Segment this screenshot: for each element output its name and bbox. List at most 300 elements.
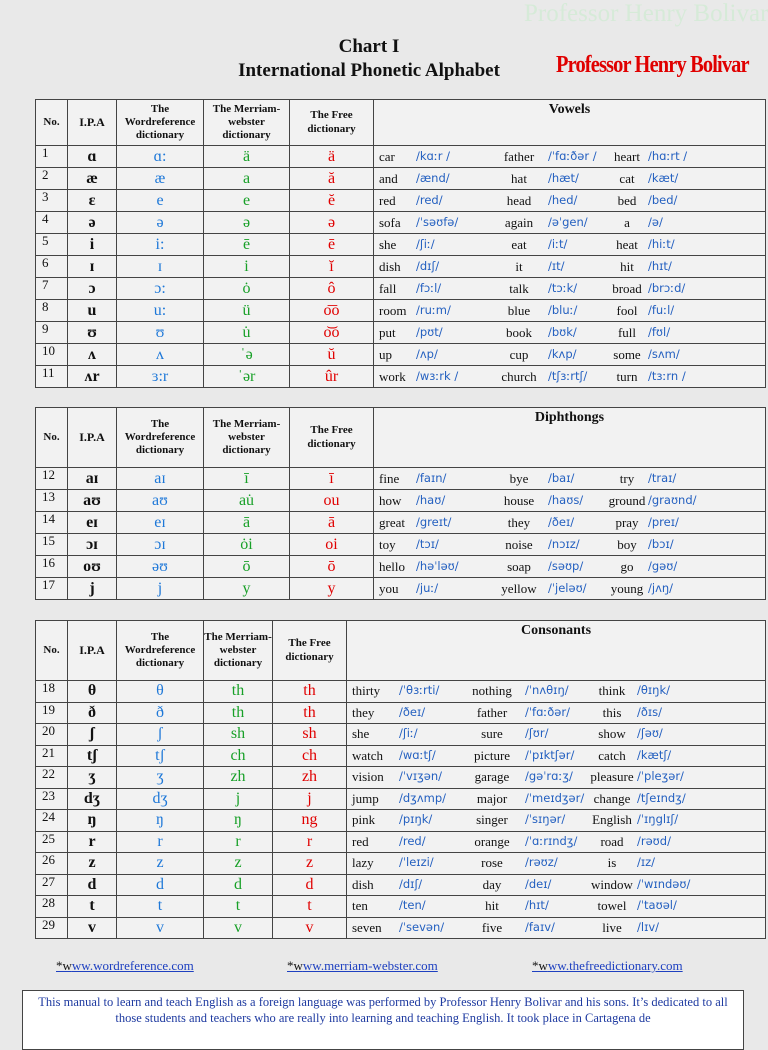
- table-row: [36, 810, 766, 832]
- example-word: pink: [352, 812, 376, 828]
- merriam-webster-symbol: ä: [204, 146, 290, 168]
- free-dictionary-symbol: zh: [273, 767, 347, 789]
- merriam-webster-symbol: ch: [204, 745, 273, 767]
- example-word: live: [602, 919, 622, 935]
- example-word: car: [379, 148, 395, 164]
- wordreference-symbol: i:: [117, 234, 204, 256]
- example-word: try: [619, 470, 635, 486]
- example-transcription: /ʃiː/: [399, 726, 418, 741]
- example-word: dish: [379, 258, 401, 274]
- merriam-webster-symbol: ˈə: [204, 344, 290, 366]
- table-row: [36, 724, 766, 746]
- example-transcription: /ðeɪ/: [399, 704, 426, 719]
- free-dictionary-symbol: ĭ: [290, 256, 374, 278]
- col-header-no: No.: [36, 100, 68, 146]
- row-number: 21: [36, 745, 68, 767]
- free-dictionary-symbol: ch: [273, 745, 347, 767]
- ipa-symbol: ɛ: [68, 190, 117, 212]
- ipa-symbol: j: [68, 578, 117, 600]
- ipa-symbol: t: [68, 896, 117, 918]
- example-transcription: /preɪ/: [648, 514, 679, 529]
- free-dictionary-symbol: ŭ: [290, 344, 374, 366]
- example-transcription: /kætʃ/: [637, 747, 672, 762]
- ipa-symbol: r: [68, 831, 117, 853]
- example-transcription: /ɪt/: [548, 258, 565, 273]
- footer-note: This manual to learn and teach English as a foreign language was performed by Professor Henry Bolivar and his sons. It’s dedicated to all those students and teachers who are really into learning and teaching English. It took place in Cartagena de: [22, 990, 744, 1050]
- merriam-webster-symbol: y: [204, 578, 290, 600]
- examples-cell: [374, 278, 766, 300]
- example-transcription: /ə/: [648, 214, 663, 229]
- ipa-symbol: aʊ: [68, 490, 117, 512]
- example-transcription: /əˈgen/: [548, 214, 588, 229]
- col-header-free-dictionary: The Free dictionary: [290, 100, 374, 146]
- free-dictionary-symbol: ē: [290, 234, 374, 256]
- example-transcription: /deɪ/: [525, 876, 552, 891]
- table-row: [36, 853, 766, 875]
- example-transcription: /gəʊ/: [648, 558, 678, 573]
- example-word: toy: [379, 536, 396, 552]
- example-transcription: /dɪʃ/: [416, 258, 440, 273]
- wordreference-symbol: u:: [117, 300, 204, 322]
- table-row: [36, 512, 766, 534]
- wordreference-symbol: ʒ: [117, 767, 204, 789]
- examples-cell: [374, 234, 766, 256]
- wordreference-symbol: ɔ:: [117, 278, 204, 300]
- example-transcription: /ˈɑːrɪndʒ/: [525, 833, 578, 848]
- example-transcription: /həˈləʊ/: [416, 558, 459, 573]
- example-transcription: /ˈsevən/: [399, 919, 445, 934]
- row-number: 14: [36, 512, 68, 534]
- free-dictionary-symbol: ă: [290, 168, 374, 190]
- example-word: change: [593, 790, 631, 806]
- row-number: 28: [36, 896, 68, 918]
- example-transcription: /rəʊz/: [525, 855, 558, 870]
- example-transcription: /traɪ/: [648, 470, 677, 485]
- example-transcription: /hɑːrt /: [648, 148, 688, 163]
- example-word: house: [503, 492, 535, 508]
- examples-cell: [374, 256, 766, 278]
- col-header-ipa: I.P.A: [68, 408, 117, 468]
- example-transcription: /tɜːrn /: [648, 368, 686, 383]
- example-transcription: /ˈmeɪdʒər/: [525, 790, 585, 805]
- wordreference-symbol: aʊ: [117, 490, 204, 512]
- wordreference-symbol: ɜ:r: [117, 366, 204, 388]
- example-word: again: [504, 214, 534, 230]
- example-transcription: /hiːt/: [648, 236, 675, 251]
- row-number: 8: [36, 300, 68, 322]
- wordreference-symbol: dʒ: [117, 788, 204, 810]
- example-word: heat: [616, 236, 638, 252]
- examples-cell: [374, 556, 766, 578]
- free-dictionary-symbol: y: [290, 578, 374, 600]
- example-word: full: [617, 324, 637, 340]
- example-transcription: /wɑːtʃ/: [399, 747, 436, 762]
- wordreference-symbol: θ: [117, 681, 204, 703]
- merriam-webster-symbol: th: [204, 702, 273, 724]
- merriam-webster-symbol: v: [204, 917, 273, 939]
- example-transcription: /bʊk/: [548, 324, 577, 339]
- ipa-symbol: ɪ: [68, 256, 117, 278]
- table-row: [36, 322, 766, 344]
- ipa-symbol: u: [68, 300, 117, 322]
- row-number: 3: [36, 190, 68, 212]
- example-transcription: /red/: [416, 192, 443, 207]
- ipa-symbol: ʒ: [68, 767, 117, 789]
- example-transcription: /pʊt/: [416, 324, 443, 339]
- example-transcription: /ʃiː/: [416, 236, 435, 251]
- wordreference-symbol: ʃ: [117, 724, 204, 746]
- wordreference-symbol: v: [117, 917, 204, 939]
- merriam-webster-symbol: ȯi: [204, 534, 290, 556]
- ipa-symbol: dʒ: [68, 788, 117, 810]
- example-transcription: /θɪŋk/: [637, 683, 671, 698]
- watermark: Professor Henry Bolivar: [524, 0, 768, 27]
- example-word: father: [476, 704, 508, 720]
- ipa-symbol: z: [68, 853, 117, 875]
- free-dictionary-symbol: sh: [273, 724, 347, 746]
- examples-cell: [347, 788, 766, 810]
- wordreference-symbol: ʌ: [117, 344, 204, 366]
- row-number: 11: [36, 366, 68, 388]
- example-word: some: [613, 346, 641, 362]
- ipa-symbol: eɪ: [68, 512, 117, 534]
- example-word: jump: [352, 790, 379, 806]
- example-word: ten: [352, 898, 368, 914]
- example-word: she: [352, 726, 370, 742]
- example-transcription: /bɔɪ/: [648, 536, 674, 551]
- example-word: great: [379, 514, 405, 530]
- col-header-merriam-webster: The Merriam-webster dictionary: [204, 621, 273, 681]
- examples-cell: [374, 468, 766, 490]
- example-word: towel: [597, 898, 627, 914]
- examples-cell: [347, 702, 766, 724]
- example-word: bye: [509, 470, 529, 486]
- example-transcription: /ˈsəʊfə/: [416, 214, 459, 229]
- free-dictionary-symbol: ī: [290, 468, 374, 490]
- table-row: [36, 468, 766, 490]
- author-name: Professor Henry Bolivar: [556, 52, 749, 78]
- free-dictionary-symbol: j: [273, 788, 347, 810]
- example-transcription: /nɔɪz/: [548, 536, 580, 551]
- ipa-symbol: θ: [68, 681, 117, 703]
- table-row: [36, 190, 766, 212]
- example-transcription: /ˈfɑːðər /: [548, 148, 597, 163]
- examples-cell: [374, 300, 766, 322]
- merriam-webster-symbol: sh: [204, 724, 273, 746]
- merriam-webster-symbol: e: [204, 190, 290, 212]
- example-word: is: [607, 855, 617, 871]
- row-number: 15: [36, 534, 68, 556]
- row-number: 1: [36, 146, 68, 168]
- example-word: cup: [509, 346, 529, 362]
- examples-cell: [374, 490, 766, 512]
- merriam-webster-symbol: ə: [204, 212, 290, 234]
- examples-cell: [347, 831, 766, 853]
- example-word: you: [379, 580, 399, 596]
- example-transcription: /ʌp/: [416, 346, 438, 361]
- example-transcription: /tʃeɪndʒ/: [637, 790, 686, 805]
- example-word: orange: [474, 833, 510, 849]
- example-transcription: /dʒʌmp/: [399, 790, 446, 805]
- example-transcription: /haʊ/: [416, 492, 446, 507]
- merriam-webster-symbol: th: [204, 681, 273, 703]
- examples-cell: [374, 512, 766, 534]
- example-transcription: /hæt/: [548, 170, 579, 185]
- section-title: Vowels: [374, 100, 766, 146]
- example-word: soap: [507, 558, 531, 574]
- section-title: Diphthongs: [374, 408, 766, 468]
- example-word: father: [503, 148, 535, 164]
- example-word: fall: [379, 280, 397, 296]
- ipa-symbol: v: [68, 917, 117, 939]
- example-word: thirty: [352, 683, 381, 699]
- example-word: turn: [616, 368, 638, 384]
- row-number: 22: [36, 767, 68, 789]
- ipa-symbol: ɑ: [68, 146, 117, 168]
- free-dictionary-symbol: ä: [290, 146, 374, 168]
- table-row: [36, 556, 766, 578]
- wordreference-symbol: tʃ: [117, 745, 204, 767]
- free-dictionary-symbol: ə: [290, 212, 374, 234]
- table-row: [36, 702, 766, 724]
- example-transcription: /lɪv/: [637, 919, 660, 934]
- example-transcription: /pɪŋk/: [399, 812, 433, 827]
- example-transcription: /greɪt/: [416, 514, 452, 529]
- wordreference-symbol: e: [117, 190, 204, 212]
- row-number: 10: [36, 344, 68, 366]
- section-title: Consonants: [347, 621, 766, 681]
- table-row: [36, 490, 766, 512]
- row-number: 26: [36, 853, 68, 875]
- example-word: boy: [617, 536, 637, 552]
- example-word: red: [352, 833, 369, 849]
- examples-cell: [347, 745, 766, 767]
- example-word: noise: [505, 536, 533, 552]
- example-word: picture: [473, 747, 511, 763]
- example-word: watch: [352, 747, 384, 763]
- example-word: rose: [481, 855, 503, 871]
- col-header-merriam-webster: The Merriam-webster dictionary: [204, 408, 290, 468]
- free-dictionary-symbol: ng: [273, 810, 347, 832]
- example-transcription: /ˈwɪndəʊ/: [637, 876, 691, 891]
- example-transcription: /rəʊd/: [637, 833, 671, 848]
- free-dictionary-symbol: t: [273, 896, 347, 918]
- chart-title: Chart I: [338, 36, 400, 57]
- wordreference-symbol: aɪ: [117, 468, 204, 490]
- free-dictionary-symbol: o͞o: [290, 300, 374, 322]
- example-word: fool: [616, 302, 638, 318]
- col-header-ipa: I.P.A: [68, 100, 117, 146]
- example-transcription: /ˈθɜːrti/: [399, 683, 440, 698]
- example-word: hit: [485, 898, 499, 914]
- col-header-free-dictionary: The Free dictionary: [290, 408, 374, 468]
- row-number: 4: [36, 212, 68, 234]
- ipa-symbol: tʃ: [68, 745, 117, 767]
- wordreference-symbol: t: [117, 896, 204, 918]
- example-transcription: /ˈleɪzi/: [399, 855, 434, 870]
- example-transcription: /hed/: [548, 192, 578, 207]
- free-dictionary-symbol: o͝o: [290, 322, 374, 344]
- example-word: hat: [511, 170, 527, 186]
- merriam-webster-symbol: j: [204, 788, 273, 810]
- example-word: hello: [379, 558, 405, 574]
- table-row: [36, 681, 766, 703]
- table-row: [36, 788, 766, 810]
- example-transcription: /faɪv/: [525, 919, 555, 934]
- example-transcription: /haʊs/: [548, 492, 584, 507]
- free-dictionary-symbol: ā: [290, 512, 374, 534]
- wordreference-symbol: d: [117, 874, 204, 896]
- example-word: bed: [617, 192, 637, 208]
- example-word: pray: [615, 514, 639, 530]
- col-header-wordreference: The Wordreference dictionary: [117, 408, 204, 468]
- example-transcription: /ænd/: [416, 170, 450, 185]
- example-word: book: [506, 324, 532, 340]
- example-word: window: [591, 876, 633, 892]
- free-dictionary-symbol: v: [273, 917, 347, 939]
- wordreference-symbol: æ: [117, 168, 204, 190]
- examples-cell: [347, 917, 766, 939]
- examples-cell: [374, 168, 766, 190]
- ipa-symbol: ʃ: [68, 724, 117, 746]
- free-dictionary-symbol: ĕ: [290, 190, 374, 212]
- table-row: [36, 745, 766, 767]
- merriam-webster-symbol: u̇: [204, 322, 290, 344]
- example-word: talk: [509, 280, 529, 296]
- example-word: young: [610, 580, 644, 596]
- examples-cell: [347, 724, 766, 746]
- example-word: church: [501, 368, 537, 384]
- wordreference-symbol: ŋ: [117, 810, 204, 832]
- table-row: [36, 896, 766, 918]
- ipa-symbol: ð: [68, 702, 117, 724]
- table-row: [36, 300, 766, 322]
- examples-cell: [374, 146, 766, 168]
- merriam-webster-symbol: ō: [204, 556, 290, 578]
- table-row: [36, 767, 766, 789]
- example-transcription: /bed/: [648, 192, 678, 207]
- example-word: room: [379, 302, 407, 318]
- free-dictionary-symbol: th: [273, 681, 347, 703]
- ipa-symbol: æ: [68, 168, 117, 190]
- wordreference-symbol: ð: [117, 702, 204, 724]
- example-transcription: /graʊnd/: [648, 492, 697, 507]
- example-word: fine: [379, 470, 400, 486]
- example-transcription: /ˈtaʊəl/: [637, 898, 677, 913]
- row-number: 6: [36, 256, 68, 278]
- example-word: head: [506, 192, 532, 208]
- examples-cell: [374, 322, 766, 344]
- row-number: 7: [36, 278, 68, 300]
- example-transcription: /faɪn/: [416, 470, 447, 485]
- merriam-webster-symbol: au̇: [204, 490, 290, 512]
- examples-cell: [347, 681, 766, 703]
- table-row: [36, 534, 766, 556]
- wordreference-symbol: ʊ: [117, 322, 204, 344]
- table-row: [36, 344, 766, 366]
- examples-cell: [374, 534, 766, 556]
- merriam-webster-symbol: i: [204, 256, 290, 278]
- example-transcription: /fʊl/: [648, 324, 671, 339]
- example-transcription: /səʊp/: [548, 558, 584, 573]
- example-transcription: /bluː/: [548, 302, 578, 317]
- example-word: catch: [598, 747, 626, 763]
- link-freedictionary[interactable]: *www.thefreedictionary.com: [532, 958, 683, 973]
- table-row: [36, 578, 766, 600]
- merriam-webster-symbol: ī: [204, 468, 290, 490]
- example-word: put: [379, 324, 396, 340]
- free-dictionary-symbol: z: [273, 853, 347, 875]
- link-merriam-webster[interactable]: *www.merriam-webster.com: [287, 958, 438, 973]
- col-header-merriam-webster: The Merriam-webster dictionary: [204, 100, 290, 146]
- example-transcription: /ˈsɪŋər/: [525, 812, 566, 827]
- merriam-webster-symbol: ā: [204, 512, 290, 534]
- example-word: this: [602, 704, 622, 720]
- free-dictionary-symbol: ou: [290, 490, 374, 512]
- example-word: pleasure: [590, 769, 634, 785]
- example-transcription: /ruːm/: [416, 302, 451, 317]
- examples-cell: [374, 578, 766, 600]
- example-transcription: /brɔːd/: [648, 280, 686, 295]
- merriam-webster-symbol: r: [204, 831, 273, 853]
- table-row: [36, 917, 766, 939]
- free-dictionary-symbol: th: [273, 702, 347, 724]
- example-word: seven: [352, 919, 382, 935]
- examples-cell: [347, 853, 766, 875]
- merriam-webster-symbol: ü: [204, 300, 290, 322]
- diphthongs-table: [35, 407, 766, 600]
- example-transcription: /kɑːr /: [416, 148, 450, 163]
- example-transcription: /hɪt/: [648, 258, 672, 273]
- wordreference-symbol: j: [117, 578, 204, 600]
- examples-cell: [347, 767, 766, 789]
- table-row: [36, 278, 766, 300]
- link-wordreference[interactable]: *www.wordreference.com: [56, 958, 194, 973]
- example-word: lazy: [352, 855, 374, 871]
- example-word: yellow: [501, 580, 537, 596]
- examples-cell: [374, 212, 766, 234]
- example-word: nothing: [472, 683, 512, 699]
- ipa-symbol: i: [68, 234, 117, 256]
- example-transcription: /jʌŋ/: [648, 580, 674, 595]
- example-transcription: /ˈjeləʊ/: [548, 580, 587, 595]
- examples-cell: [347, 810, 766, 832]
- ipa-symbol: ə: [68, 212, 117, 234]
- example-word: English: [592, 812, 632, 828]
- example-transcription: /tɔɪ/: [416, 536, 439, 551]
- example-word: a: [624, 214, 630, 230]
- wordreference-symbol: eɪ: [117, 512, 204, 534]
- merriam-webster-symbol: z: [204, 853, 273, 875]
- example-word: five: [481, 919, 503, 935]
- ipa-symbol: ɔ: [68, 278, 117, 300]
- merriam-webster-symbol: t: [204, 896, 273, 918]
- free-dictionary-symbol: r: [273, 831, 347, 853]
- col-header-no: No.: [36, 408, 68, 468]
- row-number: 18: [36, 681, 68, 703]
- example-word: dish: [352, 876, 374, 892]
- example-transcription: /ˈpɪktʃər/: [525, 747, 575, 762]
- free-dictionary-symbol: ô: [290, 278, 374, 300]
- table-row: [36, 874, 766, 896]
- merriam-webster-symbol: ŋ: [204, 810, 273, 832]
- example-word: hit: [620, 258, 634, 274]
- example-word: sofa: [379, 214, 401, 230]
- row-number: 27: [36, 874, 68, 896]
- example-transcription: /tɔːk/: [548, 280, 578, 295]
- example-transcription: /ˈɪŋglɪʃ/: [637, 812, 679, 827]
- row-number: 12: [36, 468, 68, 490]
